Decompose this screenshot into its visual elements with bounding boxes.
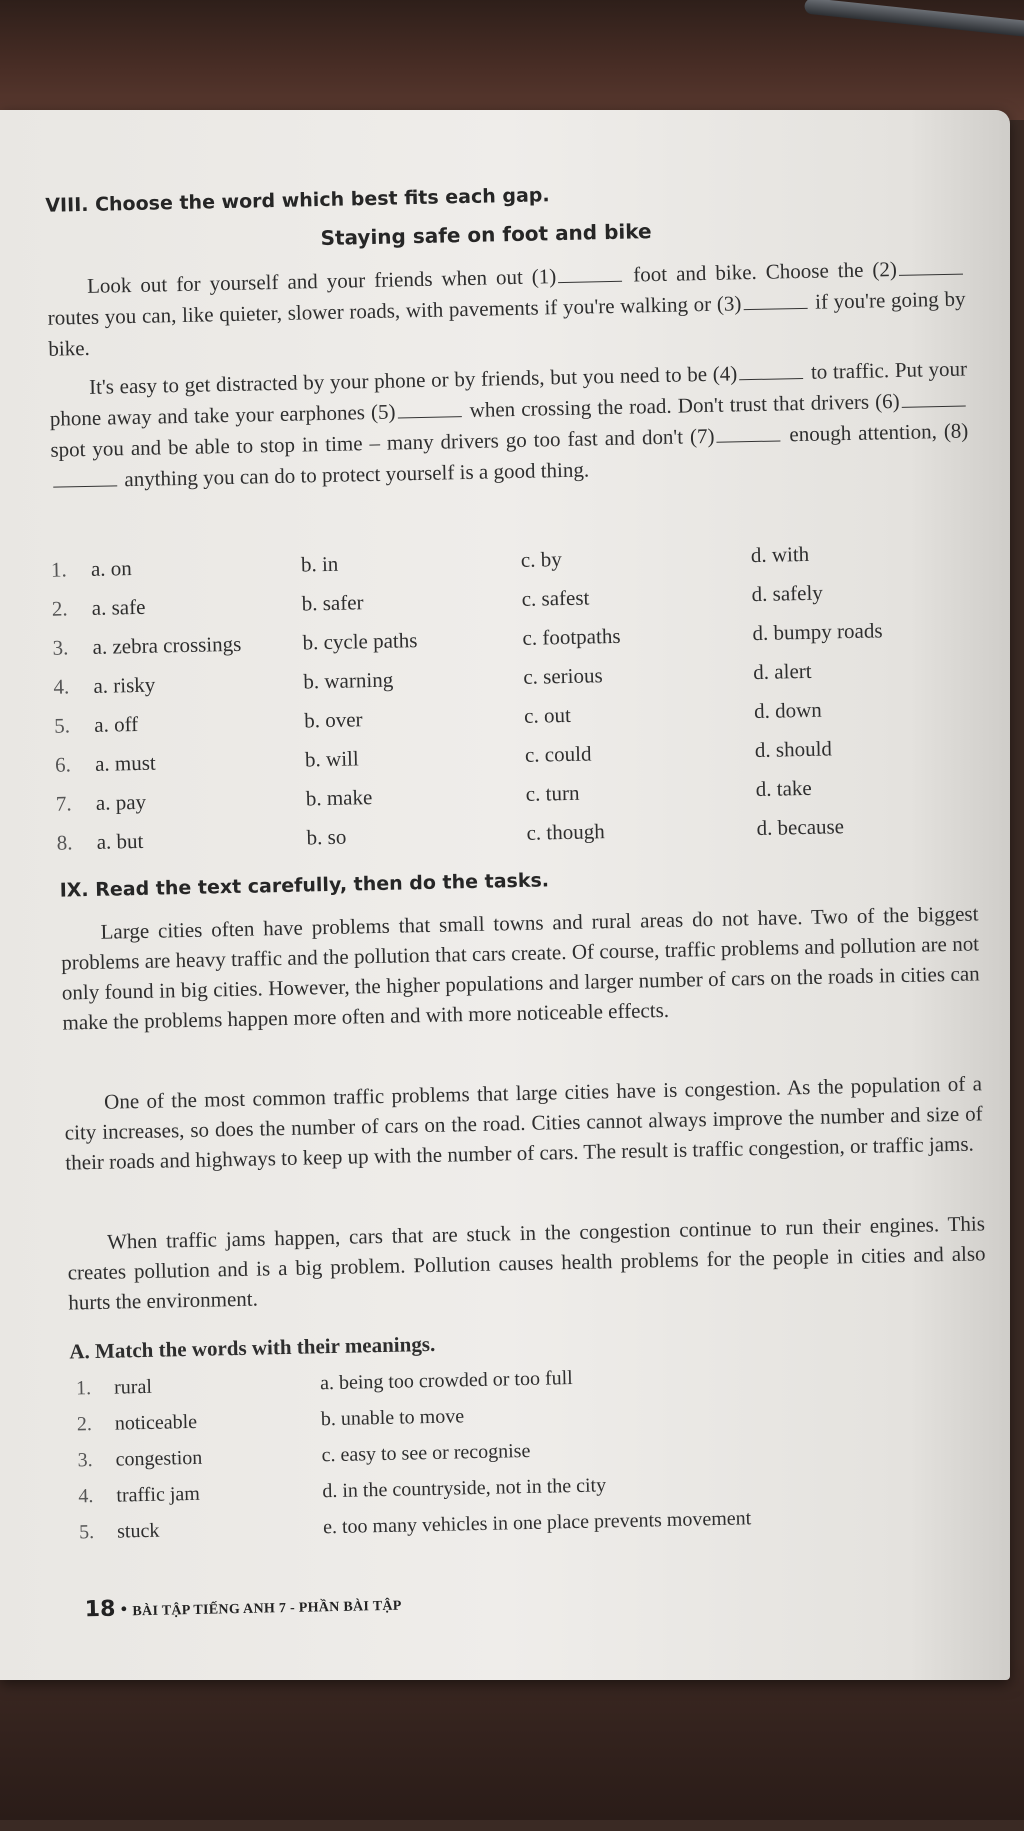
option-a[interactable]: a. pay	[95, 789, 147, 815]
task-a-heading: A. Match the words with their meanings.	[69, 1331, 436, 1364]
question-number: 6.	[54, 752, 72, 777]
section-8-paragraph-2	[49, 354, 969, 497]
book-title: BÀI TẬP TIẾNG ANH 7 - PHẦN BÀI TẬP	[132, 1598, 402, 1620]
option-c[interactable]: c. could	[524, 741, 592, 767]
p2-text-5: enough attention, (8)	[789, 418, 969, 447]
option-b[interactable]: b. in	[300, 551, 339, 577]
section-9-heading: IX. Read the text carefully, then do the tasks.	[59, 869, 550, 902]
option-c[interactable]: c. out	[523, 702, 572, 728]
option-a[interactable]: a. must	[94, 750, 156, 776]
gap-7[interactable]	[717, 440, 781, 442]
option-a[interactable]: a. but	[96, 828, 144, 854]
question-number: 8.	[56, 830, 73, 855]
match-word[interactable]: stuck	[116, 1519, 160, 1543]
gap-2[interactable]	[899, 274, 963, 276]
reading-paragraph-1: Large cities often have problems that small towns and rural areas do not have. Two of the biggest problems are heavy traffic and the pollution that cars create. Of course, traffic problems and pollution are not only found in big cities. However, the higher populations and larger number of cars on the roads in cities can make the problems happen more often and with more noticeable effects.	[60, 901, 980, 1035]
option-b[interactable]: b. over	[303, 707, 363, 733]
question-row	[56, 812, 956, 861]
option-a[interactable]: a. risky	[93, 672, 156, 698]
word-number: 5.	[78, 1521, 95, 1544]
p2-text-3: when crossing the road. Don't trust that drivers (6)	[469, 388, 900, 422]
option-c[interactable]: c. though	[526, 819, 605, 845]
match-meaning[interactable]: c. easy to see or recognise	[321, 1439, 531, 1467]
option-b[interactable]: b. warning	[303, 667, 394, 694]
option-c[interactable]: c. footpaths	[522, 623, 621, 650]
p2-text-2: to traffic. Put your phone away and take your earphones (5)	[49, 356, 968, 431]
p2-text-1: It's easy to get distracted by your phone or by friends, but you need to be (4)	[88, 361, 738, 399]
p1-text-5: (3)	[716, 291, 742, 316]
story-title: Staying safe on foot and bike	[320, 219, 652, 251]
option-d[interactable]: d. take	[755, 775, 812, 802]
question-number: 3.	[52, 635, 69, 660]
match-meaning[interactable]: b. unable to move	[320, 1405, 465, 1431]
question-number: 5.	[53, 713, 71, 738]
match-meaning[interactable]: e. too many vehicles in one place prevents movement	[322, 1507, 752, 1539]
match-word[interactable]: rural	[113, 1375, 153, 1399]
option-b[interactable]: b. safer	[301, 590, 364, 616]
option-d[interactable]: d. bumpy roads	[752, 618, 883, 646]
gap-3[interactable]	[744, 308, 808, 310]
match-meaning[interactable]: d. in the countryside, not in the city	[322, 1474, 607, 1503]
match-meaning[interactable]: a. being too crowded or too full	[319, 1367, 573, 1395]
p1-text-4: routes you can, like quieter, slower roads, with pavements if you're walking or	[47, 291, 712, 330]
option-a[interactable]: a. on	[90, 556, 133, 581]
p2-text-4: spot you and be able to stop in time – many drivers go too fast and don't (7)	[50, 423, 715, 462]
bullet-icon: •	[120, 1598, 128, 1621]
option-a[interactable]: a. zebra crossings	[92, 631, 242, 659]
reading-paragraph-2: One of the most common traffic problems that large cities have is congestion. As the population of a city increases, so does the number of cars on the road. Cities cannot always improve the number and size of their roads and highways to keep up with the number of cars. The result is traffic congestion, or traffic jams.	[64, 1071, 983, 1175]
p2-text-6: anything you can do to protect yourself is a good thing.	[124, 457, 590, 492]
option-d[interactable]: d. down	[753, 697, 823, 724]
option-b[interactable]: b. will	[304, 746, 359, 772]
option-b[interactable]: b. cycle paths	[302, 628, 418, 655]
option-c[interactable]: c. by	[520, 547, 562, 572]
gap-1[interactable]	[558, 281, 622, 283]
option-b[interactable]: b. so	[306, 824, 347, 850]
p1-text-3: (2)	[872, 256, 898, 282]
match-word[interactable]: congestion	[115, 1446, 203, 1471]
p1-text-2: foot and bike. Choose the	[633, 257, 864, 287]
option-a[interactable]: a. off	[93, 711, 139, 737]
option-c[interactable]: c. turn	[525, 780, 580, 806]
word-number: 1.	[75, 1377, 92, 1400]
option-b[interactable]: b. make	[305, 785, 373, 811]
gap-5[interactable]	[398, 416, 462, 418]
reading-paragraph-3: When traffic jams happen, cars that are stuck in the congestion continue to run their engines. This creates pollution and is a big problem. Pollution causes health problems for the people in cities and also hurts the environment.	[67, 1211, 986, 1315]
word-number: 2.	[76, 1413, 93, 1436]
option-d[interactable]: d. with	[750, 541, 810, 568]
option-d[interactable]: d. safely	[751, 580, 824, 607]
section-8-paragraph-1	[47, 253, 967, 365]
match-word[interactable]: traffic jam	[116, 1482, 201, 1507]
option-d[interactable]: d. alert	[753, 658, 812, 685]
option-c[interactable]: c. serious	[523, 663, 603, 689]
option-d[interactable]: d. because	[756, 814, 845, 841]
page-footer	[85, 1591, 402, 1623]
word-number: 4.	[78, 1485, 94, 1508]
question-number: 7.	[55, 791, 72, 816]
word-number: 3.	[77, 1449, 93, 1472]
gap-4[interactable]	[739, 378, 803, 380]
option-c[interactable]: c. safest	[521, 585, 590, 611]
page-number: 18	[84, 1596, 116, 1623]
p1-text-6: if you're going by bike.	[48, 286, 966, 361]
question-number: 2.	[51, 596, 68, 621]
option-d[interactable]: d. should	[754, 736, 833, 763]
gap-8[interactable]	[53, 485, 117, 487]
option-a[interactable]: a. safe	[91, 594, 146, 620]
section-8-heading: VIII. Choose the word which best fits each gap.	[45, 184, 550, 217]
p1-text-1: Look out for yourself and your friends when out (1)	[86, 264, 557, 298]
question-number: 4.	[53, 674, 70, 699]
gap-6[interactable]	[902, 406, 966, 408]
question-number: 1.	[50, 557, 67, 582]
match-word[interactable]: noticeable	[114, 1410, 198, 1435]
